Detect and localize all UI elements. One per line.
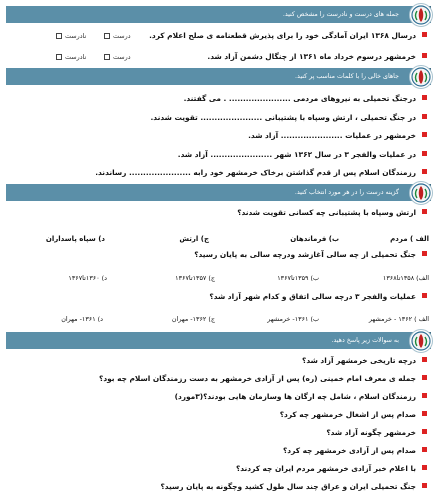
mcq-3-option-d[interactable]: د) ۱۳۶۱- مهران: [61, 315, 103, 323]
mcq-question-2: جنگ تحمیلی از چه سالی آغازشد ودرچه سالی به پایان رسید؟: [194, 250, 427, 260]
mcq-2-option-b[interactable]: ب) ۱۳۵۹تا۱۳۶۷: [277, 274, 319, 282]
red-square-bullet-icon: [422, 151, 427, 156]
mcq-1-option-a[interactable]: الف ) مردم: [390, 235, 429, 243]
mcq-2-option-d[interactable]: د) ۱۳۶۰تا۱۳۶۷: [68, 274, 107, 282]
section-header-mcq: [6, 184, 431, 201]
fill-blank-item-2: در جنگ تحمیلی ، ارتش وسپاه با پشتیبانی ...................... تقویت شدند.: [151, 113, 428, 123]
red-square-bullet-icon: [422, 95, 427, 100]
section-header-short-answer: [6, 332, 431, 349]
section-title: گزینه درست را در هر مورد انتخاب کنید.: [294, 189, 399, 196]
checkbox-icon[interactable]: [104, 33, 110, 39]
red-square-bullet-icon: [422, 375, 427, 380]
red-square-bullet-icon: [422, 447, 427, 452]
short-answer-8: جنگ تحمیلی ایران و عراق چند سال طول کشید وچگونه به پایان رسید؟: [160, 482, 427, 492]
checkbox-icon[interactable]: [104, 54, 110, 60]
fill-blank-item-4: در عملیات والفجر ۳ در سال ۱۳۶۲ شهر ...................... آزاد شد.: [178, 150, 427, 160]
red-square-bullet-icon: [422, 132, 427, 137]
mcq-3-option-a[interactable]: الف ) ۱۳۶۲ - خرمشهر: [368, 315, 429, 323]
tf-true-option[interactable]: درست: [104, 31, 131, 41]
red-square-bullet-icon: [422, 465, 427, 470]
mcq-3-option-c[interactable]: ج) ۱۳۶۲- مهران: [171, 315, 215, 323]
short-answer-6: صدام پس از آزادی خرمشهر چه کرد؟: [283, 446, 427, 456]
section-header-fill-blank: [6, 68, 431, 85]
section-header-true-false: [6, 6, 431, 23]
tf-true-option[interactable]: درست: [104, 52, 131, 62]
mcq-1-option-d[interactable]: د) سپاه پاسداران: [45, 235, 105, 243]
iran-emblem-icon: [409, 181, 433, 205]
short-answer-1: درچه تاریخی خرمشهر آزاد شد؟: [302, 356, 427, 366]
red-square-bullet-icon: [422, 251, 427, 256]
short-answer-2: جمله ی معرف امام خمینی (ره) پس از آزادی خرمشهر به دست رزمندگان اسلام چه بود؟: [99, 374, 427, 384]
iran-emblem-icon: [409, 65, 433, 89]
red-square-bullet-icon: [422, 209, 427, 214]
fill-blank-item-1: درجنگ تحمیلی به نیروهای مردمی ...................... . می گفتند.: [184, 94, 427, 104]
mcq-question-3: عملیات والفجر ۳ درچه سالی اتفاق و کدام شهر آزاد شد؟: [209, 292, 427, 302]
red-square-bullet-icon: [422, 293, 427, 298]
red-square-bullet-icon: [422, 411, 427, 416]
tf-item-1: درسال ۱۳۶۸ ایران آمادگی خود را برای پذیرش قطعنامه ی صلح اعلام کرد.: [149, 31, 427, 41]
mcq-1-option-c[interactable]: ج) ارتش: [179, 235, 209, 243]
mcq-1-option-b[interactable]: ب) فرماندهان: [290, 235, 339, 243]
mcq-2-option-c[interactable]: ج) ۱۳۵۷تا۱۳۶۷: [175, 274, 215, 282]
short-answer-3: رزمندگان اسلام ، شامل چه ارگان ها وسازمان هایی بودند؟(۳مورد): [175, 392, 427, 402]
iran-emblem-icon: [409, 329, 433, 353]
mcq-question-1: ارتش وسپاه با پشتیبانی چه کسانی تقویت شدند؟: [237, 208, 427, 218]
mcq-2-option-a[interactable]: الف) ۱۳۵۸تا۱۳۶۸: [382, 274, 429, 282]
mcq-3-option-b[interactable]: ب) ۱۳۶۱- خرمشهر: [267, 315, 319, 323]
red-square-bullet-icon: [422, 483, 427, 488]
fill-blank-item-3: خرمشهر در عملیات ...................... آزاد شد.: [248, 131, 427, 141]
section-title: جاهای خالی را با کلمات مناسب پر کنید.: [295, 73, 399, 80]
tf-false-option[interactable]: نادرست: [56, 52, 86, 62]
checkbox-icon[interactable]: [56, 33, 62, 39]
tf-false-option[interactable]: نادرست: [56, 31, 86, 41]
red-square-bullet-icon: [422, 393, 427, 398]
checkbox-icon[interactable]: [56, 54, 62, 60]
red-square-bullet-icon: [422, 32, 427, 37]
red-square-bullet-icon: [422, 357, 427, 362]
red-square-bullet-icon: [422, 169, 427, 174]
red-square-bullet-icon: [422, 53, 427, 58]
short-answer-7: با اعلام خبر آزادی خرمشهر مردم ایران چه کردند؟: [236, 464, 427, 474]
fill-blank-item-5: رزمندگان اسلام پس از قدم گذاشتن برخاک خرمشهر خود رابه ...................... رساندند.: [95, 168, 427, 178]
section-title: به سوالات زیر پاسخ دهید.: [331, 337, 399, 344]
iran-emblem-icon: [409, 3, 433, 27]
tf-item-2: خرمشهر درسوم خرداد ماه ۱۳۶۱ از چنگال دشمن آزاد شد.: [207, 52, 427, 62]
short-answer-5: خرمشهر چگونه آزاد شد؟: [326, 428, 427, 438]
short-answer-4: صدام پس از اشغال خرمشهر چه کرد؟: [280, 410, 427, 420]
red-square-bullet-icon: [422, 429, 427, 434]
red-square-bullet-icon: [422, 114, 427, 119]
section-title: جمله های درست و نادرست را مشخص کنید.: [282, 11, 399, 18]
